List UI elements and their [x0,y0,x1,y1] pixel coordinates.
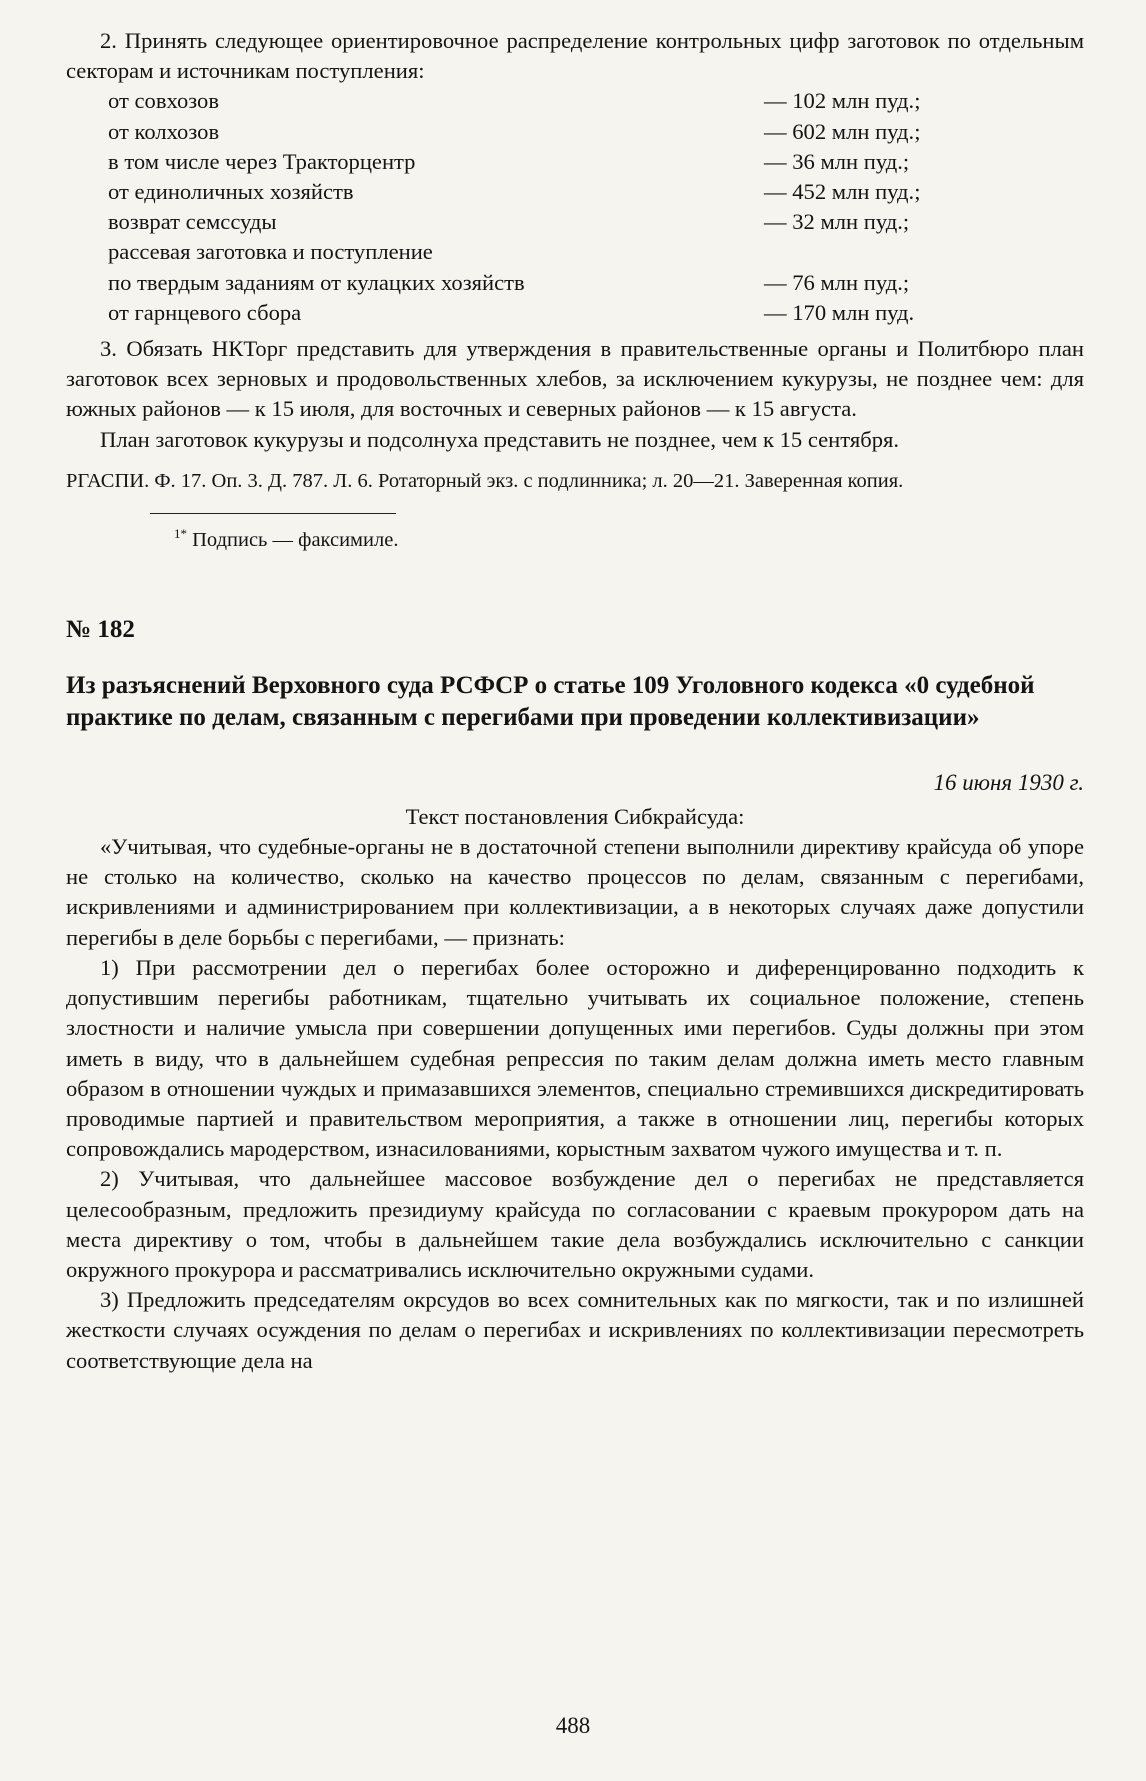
row-label: от колхозов [108,118,220,144]
page-number: 488 [555,1713,591,1738]
text-column [66,26,1084,1376]
doc-paragraph: 1) При рассмотрении дел о перегибах более осторожно и диференцированно подходить к допустившим перегибы работникам, тщательно учитывать их социальное положение, степень злостности и наличие умысла при совершении допущенных ими перегибов. Суды должны при этом иметь в виду, что в дальнейшем судебная репрессия по таким делам должна иметь место главным образом в отношении чуждых и примазавшихся элементов, специально стремившихся дискредитировать проводимые партией и правительством мероприятия, а также в отношении лиц, перегибы которых сопровождались мародерством, изнасилованиями, корыстным захватом чужого имущества и т. п. [66,954,1084,1162]
list-item [108,298,960,328]
list-item [108,177,960,207]
item3-paragraph: 3. Обязать НКТорг представить для утверждения в правительственные органы и Политбюро план заготовок всех зерновых и продовольственных хлебов, за исключением кукурузы, не позднее чем: для южных районов — к 15 июля, для восточных и северных районов — к 15 августа. [66,336,1084,422]
list-item [108,207,960,237]
row-value: — 452 млн пуд.; [764,179,921,205]
row-label: от совхозов [108,88,220,114]
row-label: рассевая заготовка и поступление [108,239,433,265]
row-value: — 602 млн пуд.; [764,118,921,144]
footnote-divider [150,513,396,514]
row-label: от гарнцевого сбора [108,299,302,325]
list-item [108,268,960,298]
row-value [764,237,960,267]
document-title: Из разъяснений Верховного суда РСФСР о статье 109 Уголовного кодекса «0 судебной практике по делам, связанным с перегибами при проведении коллективизации» [66,671,1035,731]
doc-paragraph: «Учитывая, что судебные-органы не в достаточной степени выполнили директиву крайсуда об упоре не столько на количество, сколько на качество процессов по делам, связанным с перегибами, искривлениями и администрированием при коллективизации, а в некоторых случаях даже допустили перегибы в деле борьбы с перегибами, — признать: [66,834,1084,950]
row-value: — 32 млн пуд.; [764,209,910,235]
footnote-text: Подпись — факсимиле. [192,528,399,551]
document-subtitle: Текст постановления Сибкрайсуда: [405,803,745,829]
archive-source: РГАСПИ. Ф. 17. Оп. 3. Д. 787. Л. 6. Ротаторный экз. с подлинника; л. 20—21. Заверенная копия. [66,469,904,492]
row-value: — 102 млн пуд.; [764,88,921,114]
row-label: в том числе через Тракторцентр [108,148,416,174]
list-item [108,237,960,267]
list-item [108,117,960,147]
document-date: 16 июня 1930 г. [933,769,1084,795]
row-value: — 36 млн пуд.; [764,148,910,174]
doc-paragraph: 3) Предложить председателям окрсудов во всех сомнительных как по мягкости, так и по излишней жесткости случаях осуждения по делам о перегибах и искривлениях по коллективизации пересмотреть соответствующие дела на [66,1287,1084,1373]
row-label: возврат семссуды [108,209,277,235]
row-value: — 170 млн пуд. [764,299,915,325]
footnote [174,520,1084,554]
document-number: № 182 [66,615,135,643]
distribution-list [108,86,960,328]
row-label: по твердым заданиям от кулацких хозяйств [108,269,525,295]
doc-paragraph: 2) Учитывая, что дальнейшее массовое возбуждение дел о перегибах не представляется целесообразным, предложить президиуму крайсуда по согласовании с краевым прокурором дать на места директиву о том, чтобы в дальнейшем такие дела возбуждались исключительно с санкции окружного прокурора и рассматривались исключительно окружными судами. [66,1166,1084,1282]
list-item [108,147,960,177]
plan-corn-paragraph: План заготовок кукурузы и подсолнуха представить не позднее, чем к 15 сентября. [100,426,900,452]
list-item [108,86,960,116]
row-label: от единоличных хозяйств [108,179,354,205]
footnote-mark: 1* [174,525,187,541]
item2-intro: 2. Принять следующее ориентировочное распределение контрольных цифр заготовок по отдельным секторам и источникам поступления: [66,28,1084,84]
row-value: — 76 млн пуд.; [764,269,910,295]
